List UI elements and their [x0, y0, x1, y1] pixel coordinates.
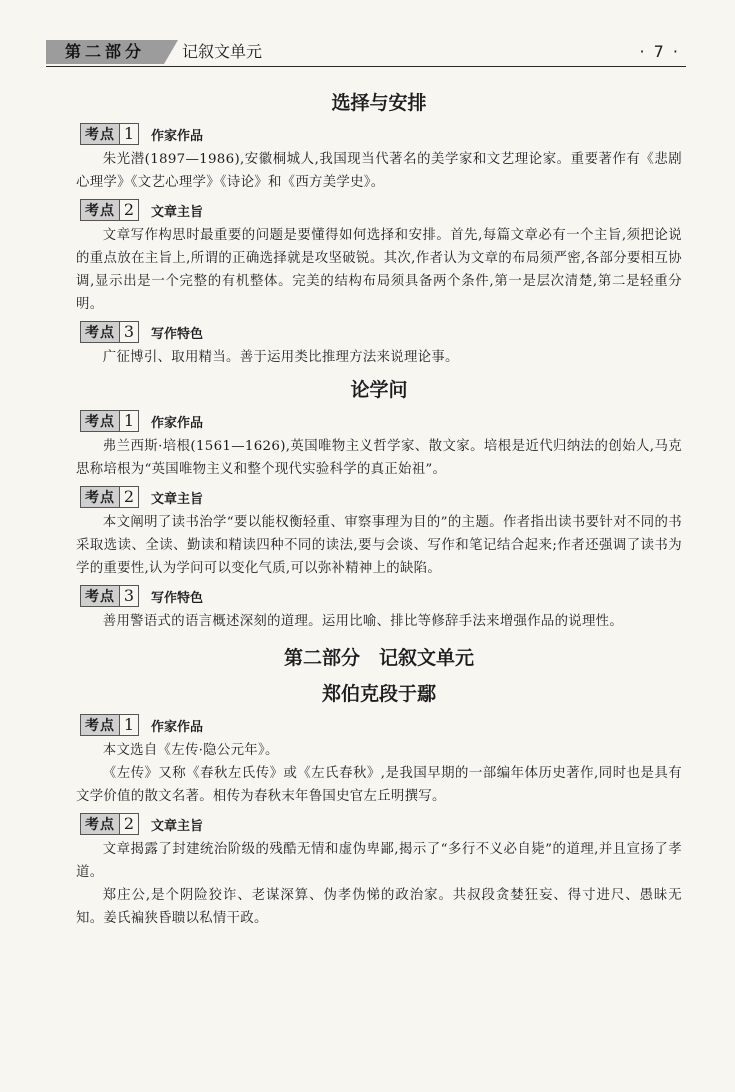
exam-point-heading [80, 320, 682, 344]
exam-point-heading [80, 584, 682, 608]
paragraph: 郑庄公,是个阴险狡诈、老谋深算、伪孝伪悌的政治家。共叔段贪婪狂妄、得寸进尺、愚昧无知。姜氏褊狭昏聩以私情干政。 [76, 888, 682, 926]
exam-point-badge: 考点 3 [80, 585, 139, 607]
exam-point-name: 写作特色 [151, 590, 204, 606]
paragraph: 文章揭露了封建统治阶级的残酷无情和虚伪卑鄙,揭示了“多行不义必自毙”的道理,并且宣扬了孝道。 [76, 842, 682, 880]
exam-point-heading [80, 198, 682, 222]
section-title: 论学问 [350, 379, 408, 401]
page-content [76, 88, 682, 930]
exam-point-badge: 考点 2 [80, 486, 139, 508]
header-part-tab: 第二部分 [46, 40, 164, 64]
exam-point-badge: 考点 2 [80, 199, 139, 221]
exam-point-name: 写作特色 [151, 326, 204, 342]
exam-point-heading [80, 812, 682, 836]
paragraph: 《左传》又称《春秋左氏传》或《左氏春秋》,是我国早期的一部编年体历史著作,同时也是具有文学价值的散文名著。相传为春秋末年鲁国史官左丘明撰写。 [76, 766, 682, 804]
exam-point-name: 文章主旨 [151, 204, 204, 220]
section-title: 选择与安排 [331, 92, 427, 114]
exam-point-badge: 考点 2 [80, 813, 139, 835]
page-header [46, 40, 686, 67]
paragraph: 弗兰西斯·培根(1561—1626),英国唯物主义哲学家、散文家。培根是近代归纳法的创始人,马克思称培根为“英国唯物主义和整个现代实验科学的真正始祖”。 [76, 439, 682, 477]
paragraph: 广征博引、取用精当。善于运用类比推理方法来说理论事。 [102, 350, 459, 365]
exam-point-name: 文章主旨 [151, 818, 204, 834]
exam-point-heading [80, 409, 682, 433]
exam-point-badge: 考点 3 [80, 321, 139, 343]
paragraph: 文章写作构思时最重要的问题是要懂得如何选择和安排。首先,每篇文章必有一个主旨,须把论说的重点放在主旨上,所谓的正确选择就是攻坚破锐。其次,作者认为文章的布局须严密,各部分要相互协调,显示出是一个完整的有机整体。完美的结构布局须具备两个条件,第一是层次清楚,第二是轻重分明。 [76, 228, 682, 312]
exam-point-heading [80, 485, 682, 509]
paragraph: 朱光潜(1897—1986),安徽桐城人,我国现当代著名的美学家和文艺理论家。重要著作有《悲剧心理学》《文艺心理学》《诗论》和《西方美学史》。 [76, 152, 682, 190]
part-title: 第二部分 记叙文单元 [283, 647, 474, 669]
exam-point-heading [80, 713, 682, 737]
paragraph: 本文阐明了读书治学“要以能权衡轻重、审察事理为目的”的主题。作者指出读书要针对不同的书采取选读、全读、勤读和精读四种不同的读法,要与会谈、写作和笔记结合起来;作者还强调了读书为学的重要性,认为学问可以变化气质,可以弥补精神上的缺陷。 [76, 515, 682, 576]
header-unit-title: 记叙文单元 [182, 42, 263, 61]
exam-point-badge: 考点 1 [80, 714, 139, 736]
exam-point-name: 作家作品 [151, 415, 204, 431]
section-title: 郑伯克段于鄢 [321, 683, 436, 705]
exam-point-badge: 考点 1 [80, 123, 139, 145]
exam-point-badge: 考点 1 [80, 410, 139, 432]
exam-point-name: 作家作品 [151, 128, 204, 144]
paragraph: 本文选自《左传·隐公元年》。 [102, 743, 279, 758]
paragraph: 善用警语式的语言概述深刻的道理。运用比喻、排比等修辞手法来增强作品的说理性。 [102, 614, 624, 629]
exam-point-heading [80, 122, 682, 146]
page-number: · 7 · [639, 42, 680, 61]
exam-point-name: 文章主旨 [151, 491, 204, 507]
exam-point-name: 作家作品 [151, 719, 204, 735]
